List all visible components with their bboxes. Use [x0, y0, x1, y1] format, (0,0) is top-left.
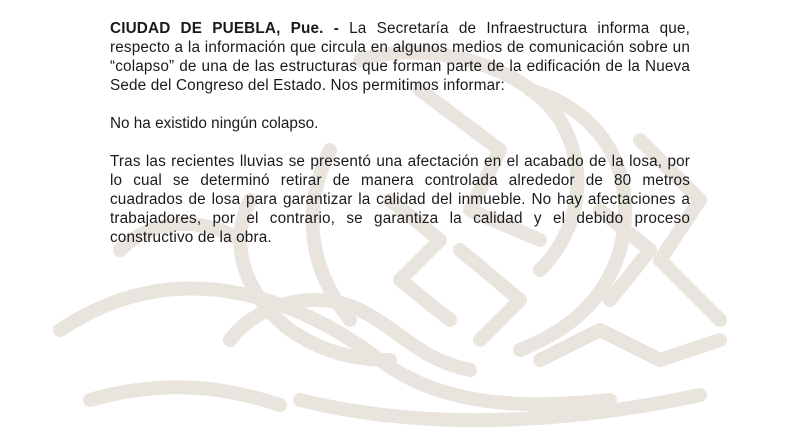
dateline: CIUDAD DE PUEBLA, Pue. - — [110, 20, 339, 37]
paragraph-statement: No ha existido ningún colapso. — [110, 115, 319, 132]
paragraph-details: Tras las recientes lluvias se presentó una afectación en el acabado de la losa, por lo cual se determinó retirar de manera controlada alrededor de 80 metros cuadrados de losa para garantizar la calidad del inmueble. No hay afectaciones a trabajadores, por el contrario, se garantiza la calidad y el debido proceso constructivo de la obra. — [110, 153, 690, 246]
paragraph-intro-text: La Secretaría de Infraestructura informa que, respecto a la información que circula en algunos medios de comunicación sobre un “colapso” de una de las estructuras que forman parte de la edificación de la Nueva Sede del Congreso del Estado. Nos permitimos informar: — [110, 20, 691, 94]
paragraph-intro — [110, 19, 690, 95]
press-release-body — [110, 19, 690, 266]
